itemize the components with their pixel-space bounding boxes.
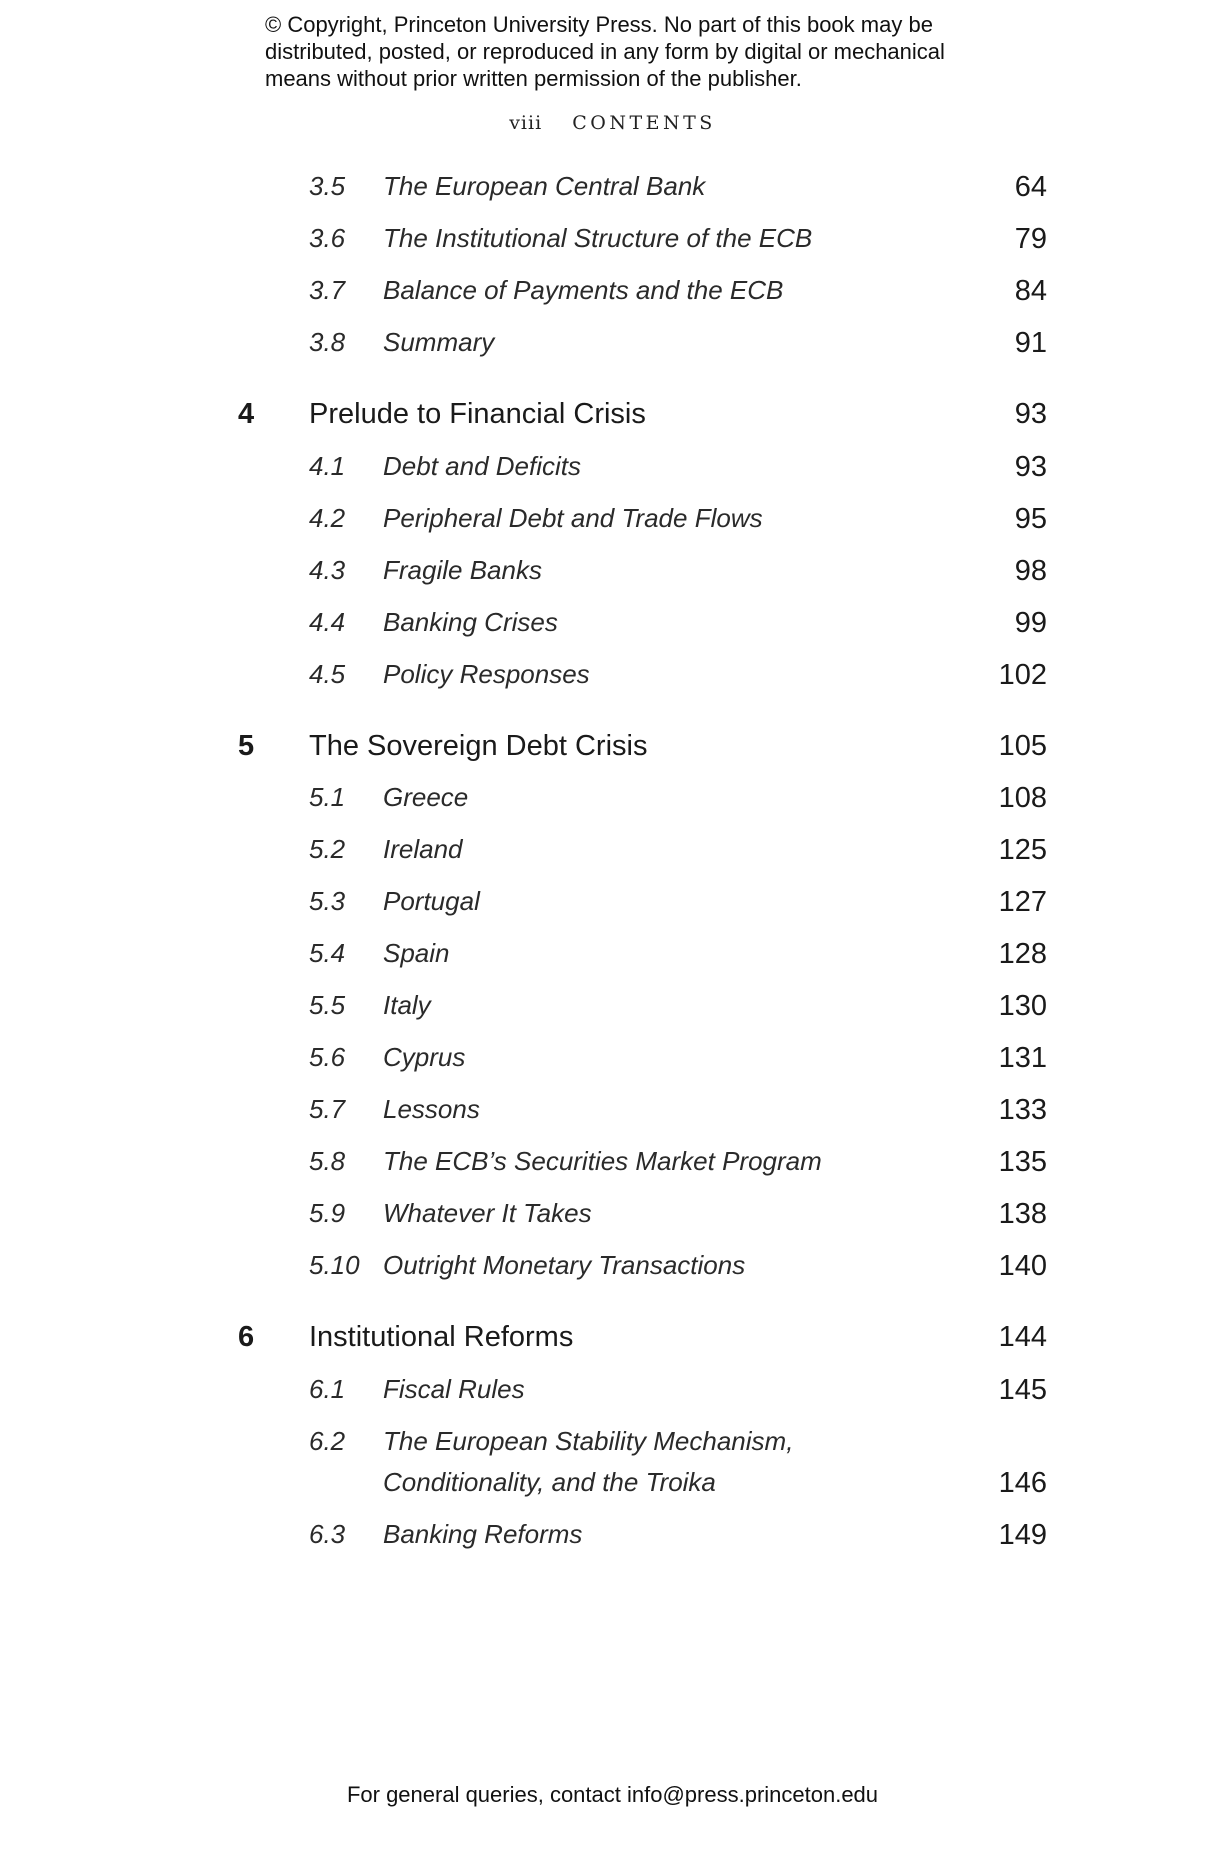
section-number: 6.1	[309, 1374, 346, 1404]
section-number: 5.2	[309, 834, 346, 864]
page-number: 128	[998, 938, 1047, 970]
section-title: Outright Monetary Transactions	[383, 1250, 746, 1280]
section-title: Summary	[383, 327, 495, 357]
section-number: 5.1	[309, 782, 346, 812]
page-number: 138	[998, 1198, 1047, 1230]
section-number: 3.7	[309, 275, 346, 305]
page-number: 64	[1014, 171, 1047, 203]
section-title: The Institutional Structure of the ECB	[383, 223, 813, 253]
section-title: Ireland	[383, 834, 463, 864]
chapter-number: 6	[238, 1321, 255, 1353]
page-number: 91	[1014, 327, 1047, 359]
section-title: Lessons	[383, 1094, 480, 1124]
page-number: 84	[1014, 275, 1047, 307]
page-number: 105	[998, 730, 1047, 762]
running-head-title: CONTENTS	[572, 112, 716, 134]
page-number: 108	[998, 782, 1047, 814]
section-number: 4.5	[309, 659, 346, 689]
footer-contact: For general queries, contact info@press.princeton.edu	[346, 1782, 879, 1807]
chapter-title: Prelude to Financial Crisis	[309, 398, 646, 430]
page-number: 144	[998, 1321, 1047, 1353]
section-title: Spain	[383, 938, 450, 968]
page-number: 133	[998, 1094, 1047, 1126]
section-title: Italy	[383, 990, 431, 1020]
page-number: 131	[998, 1042, 1047, 1074]
section-number: 5.7	[309, 1094, 346, 1124]
page-number: 146	[998, 1467, 1047, 1499]
section-title: Banking Crises	[383, 607, 558, 637]
section-number: 6.2	[309, 1426, 346, 1456]
section-number: 4.1	[309, 451, 346, 481]
section-number: 5.9	[309, 1198, 346, 1228]
section-title: Fiscal Rules	[383, 1374, 525, 1404]
section-title: The European Central Bank	[383, 171, 706, 201]
section-title: Debt and Deficits	[383, 451, 581, 481]
section-title: Policy Responses	[383, 659, 590, 689]
section-number: 5.10	[309, 1250, 360, 1280]
page-number: 98	[1014, 555, 1047, 587]
page-number: 149	[998, 1519, 1047, 1551]
page-number: 135	[998, 1146, 1047, 1178]
page-number: 140	[998, 1250, 1047, 1282]
copyright-line: distributed, posted, or reproduced in any form by digital or mechanical	[265, 39, 945, 64]
copyright-line: means without prior written permission of the publisher.	[265, 66, 802, 91]
page-number: 93	[1014, 398, 1047, 430]
section-title: Greece	[383, 782, 469, 812]
page-number: 95	[1014, 503, 1047, 535]
section-number: 5.5	[309, 990, 346, 1020]
page-number: 145	[998, 1374, 1047, 1406]
page-number: 127	[998, 886, 1047, 918]
copyright-notice	[265, 11, 1025, 92]
section-title: The ECB’s Securities Market Program	[383, 1146, 822, 1176]
section-number: 4.3	[309, 555, 346, 585]
section-number: 3.8	[309, 327, 346, 357]
page-number: 93	[1014, 451, 1047, 483]
section-title: Cyprus	[383, 1042, 466, 1072]
section-number: 3.5	[309, 171, 346, 201]
section-title: Whatever It Takes	[383, 1198, 592, 1228]
page-number: 130	[998, 990, 1047, 1022]
page-number: 99	[1014, 607, 1047, 639]
section-number: 5.4	[309, 938, 346, 968]
section-title-line-1: The European Stability Mechanism,	[383, 1426, 794, 1456]
chapter-title: Institutional Reforms	[309, 1321, 574, 1353]
running-head-page-number: viii	[509, 112, 543, 134]
page-number: 125	[998, 834, 1047, 866]
section-number: 6.3	[309, 1519, 346, 1549]
page-number: 102	[998, 659, 1047, 691]
section-title: Portugal	[383, 886, 480, 916]
section-title: Fragile Banks	[383, 555, 542, 585]
section-number: 4.4	[309, 607, 346, 637]
chapter-title: The Sovereign Debt Crisis	[309, 730, 648, 762]
section-number: 4.2	[309, 503, 346, 533]
section-title: Peripheral Debt and Trade Flows	[383, 503, 763, 533]
section-number: 3.6	[309, 223, 346, 253]
chapter-number: 4	[238, 398, 255, 430]
section-number: 5.8	[309, 1146, 346, 1176]
page-number: 79	[1014, 223, 1047, 255]
section-title: Balance of Payments and the ECB	[383, 275, 784, 305]
chapter-number: 5	[238, 730, 255, 762]
copyright-line: © Copyright, Princeton University Press. No part of this book may be	[265, 12, 933, 37]
section-number: 5.6	[309, 1042, 346, 1072]
section-title-line-2: Conditionality, and the Troika	[383, 1467, 716, 1497]
section-number: 5.3	[309, 886, 346, 916]
section-title: Banking Reforms	[383, 1519, 583, 1549]
running-head	[0, 112, 1225, 134]
